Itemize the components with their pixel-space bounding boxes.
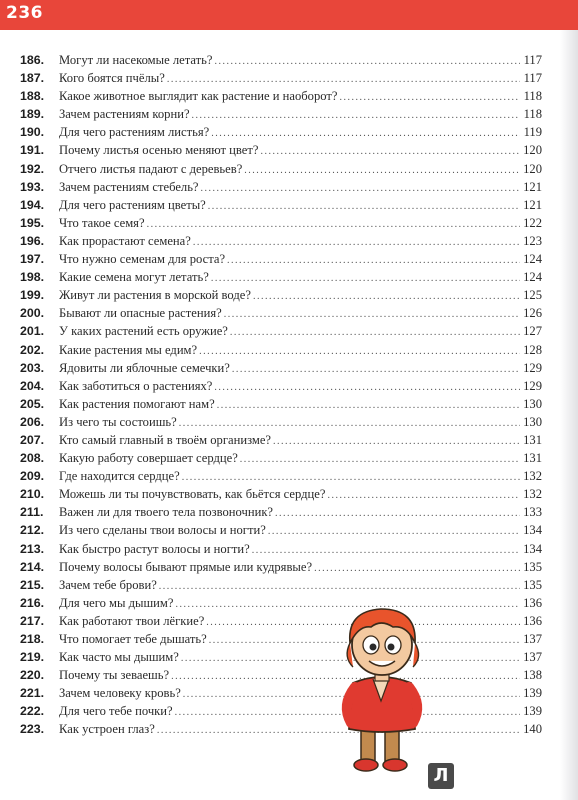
toc-entry-page: 137	[523, 650, 542, 665]
toc-entry-page: 137	[523, 632, 542, 646]
toc-entry	[20, 160, 542, 178]
toc-entry-page: 134	[523, 541, 542, 556]
toc-entry-page: 131	[523, 432, 542, 447]
toc-dot-leader	[244, 162, 520, 180]
toc-entry-title: Почему листья осенью меняют цвет?	[59, 143, 259, 158]
toc-entry-page: 129	[523, 378, 542, 393]
toc-entry-title: Почему волосы бывают прямые или кудрявые?	[59, 559, 313, 574]
toc-entry-page: 132	[523, 487, 542, 502]
toc-entry-number: 194.	[20, 197, 45, 212]
toc-entry-page: 139	[523, 704, 542, 719]
toc-entry	[20, 51, 542, 69]
toc-entry-page: 139	[523, 686, 542, 701]
toc-dot-leader	[314, 560, 520, 578]
toc-entry	[20, 377, 542, 395]
toc-entry-number: 203.	[20, 360, 45, 375]
toc-entry-number: 196.	[20, 233, 45, 248]
toc-entry-title: Отчего листья падают с деревьев?	[59, 161, 243, 176]
toc-entry-title: Как устроен глаз?	[59, 722, 155, 737]
toc-entry-page: 138	[523, 668, 542, 683]
toc-dot-leader	[201, 180, 520, 198]
toc-dot-leader	[214, 379, 520, 397]
toc-entry	[20, 702, 542, 720]
toc-entry-number: 193.	[20, 179, 45, 194]
toc-dot-leader	[327, 487, 520, 505]
toc-entry	[20, 431, 542, 449]
toc-entry-page: 128	[523, 342, 542, 357]
toc-entry-number: 195.	[20, 215, 45, 230]
toc-entry-title: Можешь ли ты почувствовать, как бьётся сердце?	[59, 487, 326, 502]
toc-entry	[20, 286, 542, 304]
toc-entry-number: 205.	[20, 396, 45, 411]
toc-entry-title: Что такое семя?	[59, 215, 145, 230]
toc-entry	[20, 395, 542, 413]
toc-entry-number: 199.	[20, 288, 45, 303]
toc-entry-title: Как растения помогают нам?	[59, 396, 215, 411]
toc-entry-title: Как работают твои лёгкие?	[59, 613, 205, 628]
toc-entry-number: 208.	[20, 451, 45, 466]
toc-entry-page: 129	[523, 360, 542, 375]
toc-entry-number: 200.	[20, 306, 45, 321]
toc-entry-number: 215.	[20, 577, 45, 592]
toc-entry-number: 197.	[20, 252, 45, 267]
toc-entry-number: 221.	[20, 686, 45, 701]
toc-entry-number: 187.	[20, 71, 45, 86]
toc-entry-title: Как заботиться о растениях?	[59, 378, 213, 393]
toc-entry-title: Кого боятся пчёлы?	[59, 71, 165, 86]
toc-entry-page: 130	[523, 396, 542, 411]
toc-entry-number: 206.	[20, 414, 45, 429]
toc-entry-title: Для чего тебе почки?	[59, 704, 173, 719]
toc-dot-leader	[273, 433, 520, 451]
toc-entry	[20, 123, 542, 141]
toc-entry-page: 132	[523, 469, 542, 484]
toc-entry-page: 134	[523, 523, 542, 538]
toc-entry	[20, 268, 542, 286]
toc-entry	[20, 322, 542, 340]
table-of-contents	[20, 51, 542, 739]
toc-entry-title: Какие растения мы едим?	[59, 342, 198, 357]
toc-entry-page: 121	[523, 197, 542, 212]
toc-dot-leader	[217, 397, 520, 415]
toc-entry-title: Ядовиты ли яблочные семечки?	[59, 360, 230, 375]
toc-entry-page: 120	[523, 143, 542, 158]
toc-entry-page: 135	[523, 577, 542, 592]
toc-entry-title: У каких растений есть оружие?	[59, 324, 228, 339]
toc-entry-number: 190.	[20, 125, 45, 140]
toc-entry-page: 125	[523, 288, 542, 303]
toc-entry	[20, 105, 542, 123]
toc-entry-title: Что помогает тебе дышать?	[59, 632, 207, 646]
toc-entry-title: Кто самый главный в твоём организме?	[59, 432, 272, 447]
toc-entry-page: 127	[523, 324, 542, 339]
toc-entry	[20, 449, 542, 467]
toc-entry	[20, 485, 542, 503]
toc-entry	[20, 612, 542, 630]
toc-entry	[20, 594, 542, 612]
toc-entry-number: 219.	[20, 650, 45, 665]
toc-entry-number: 213.	[20, 541, 45, 556]
toc-entry-page: 123	[523, 233, 542, 248]
page-edge-shadow	[560, 30, 578, 800]
toc-dot-leader	[193, 234, 520, 252]
toc-entry	[20, 503, 542, 521]
toc-entry-page: 117	[523, 71, 542, 86]
toc-entry-page: 120	[523, 161, 542, 176]
toc-entry	[20, 359, 542, 377]
toc-entry-title: Для чего мы дышим?	[59, 595, 174, 610]
toc-entry	[20, 214, 542, 232]
toc-entry	[20, 304, 542, 322]
toc-dot-leader	[240, 451, 520, 469]
toc-entry-page: 136	[523, 595, 542, 610]
toc-entry-page: 140	[523, 722, 542, 737]
toc-entry-number: 202.	[20, 342, 45, 357]
toc-entry	[20, 232, 542, 250]
toc-dot-leader	[230, 324, 520, 342]
toc-dot-leader	[224, 306, 520, 324]
toc-entry-title: Бывают ли опасные растения?	[59, 306, 222, 321]
toc-entry-title: Как быстро растут волосы и ногти?	[59, 541, 250, 556]
toc-entry-title: Для чего растениям листья?	[59, 125, 210, 140]
toc-entry-number: 216.	[20, 595, 45, 610]
toc-entry	[20, 540, 542, 558]
toc-entry	[20, 69, 542, 87]
watermark-glyph: Л	[433, 765, 449, 786]
toc-dot-leader	[214, 53, 520, 71]
toc-entry	[20, 413, 542, 431]
toc-dot-leader	[147, 216, 520, 234]
toc-dot-leader	[159, 578, 520, 596]
toc-entry	[20, 648, 542, 666]
toc-entry	[20, 521, 542, 539]
toc-entry-page: 117	[523, 53, 542, 67]
toc-dot-leader	[232, 361, 520, 379]
toc-entry-number: 189.	[20, 107, 45, 122]
toc-entry	[20, 196, 542, 214]
toc-entry-title: Как прорастают семена?	[59, 233, 191, 248]
toc-entry	[20, 666, 542, 684]
toc-dot-leader	[208, 198, 520, 216]
page-number: 236	[6, 3, 43, 23]
toc-entry-number: 209.	[20, 469, 45, 484]
toc-entry-page: 124	[523, 252, 542, 267]
toc-entry-number: 191.	[20, 143, 45, 158]
toc-entry-page: 130	[523, 414, 542, 429]
toc-entry-title: Что нужно семенам для роста?	[59, 252, 226, 267]
toc-entry-page: 122	[523, 215, 542, 230]
toc-entry-number: 222.	[20, 704, 45, 719]
toc-entry-number: 198.	[20, 270, 45, 285]
toc-entry-title: Какие семена могут летать?	[59, 270, 209, 285]
cartoon-boy-illustration	[333, 605, 431, 773]
toc-entry	[20, 178, 542, 196]
toc-entry-number: 210.	[20, 487, 45, 502]
toc-entry-number: 207.	[20, 432, 45, 447]
toc-entry	[20, 630, 542, 648]
toc-dot-leader	[227, 252, 520, 270]
toc-entry-page: 136	[523, 613, 542, 628]
toc-entry	[20, 558, 542, 576]
toc-entry-page: 121	[523, 179, 542, 194]
toc-entry-page: 135	[523, 559, 542, 574]
toc-entry-page: 118	[523, 107, 542, 122]
page-header-bar	[0, 0, 578, 30]
toc-dot-leader	[253, 288, 520, 306]
toc-entry	[20, 341, 542, 359]
toc-entry-title: Из чего ты состоишь?	[59, 414, 177, 429]
toc-entry-title: Как часто мы дышим?	[59, 650, 179, 665]
toc-entry	[20, 467, 542, 485]
toc-entry-title: Могут ли насекомые летать?	[59, 53, 213, 67]
toc-dot-leader	[275, 505, 520, 523]
toc-entry-page: 131	[523, 451, 542, 466]
toc-entry-title: Из чего сделаны твои волосы и ногти?	[59, 523, 266, 538]
toc-entry-number: 223.	[20, 722, 45, 737]
toc-entry-number: 188.	[20, 89, 45, 104]
toc-entry	[20, 576, 542, 594]
toc-entry-page: 126	[523, 306, 542, 321]
toc-entry-page: 118	[523, 89, 542, 104]
toc-entry-number: 212.	[20, 523, 45, 538]
toc-entry-page: 119	[523, 125, 542, 140]
toc-entry-number: 217.	[20, 613, 45, 628]
toc-entry-number: 204.	[20, 378, 45, 393]
toc-entry-number: 186.	[20, 53, 45, 67]
toc-entry-page: 124	[523, 270, 542, 285]
toc-entry-number: 211.	[20, 505, 44, 520]
toc-entry	[20, 684, 542, 702]
toc-entry-title: Важен ли для твоего тела позвоночник?	[59, 505, 274, 520]
toc-dot-leader	[211, 270, 520, 288]
toc-entry-number: 192.	[20, 161, 45, 176]
toc-entry-title: Где находится сердце?	[59, 469, 180, 484]
toc-dot-leader	[192, 107, 520, 125]
toc-dot-leader	[260, 143, 520, 161]
toc-entry-title: Зачем тебе брови?	[59, 577, 157, 592]
toc-entry-number: 214.	[20, 559, 45, 574]
toc-entry-title: Зачем растениям стебель?	[59, 179, 199, 194]
watermark-logo	[428, 763, 454, 789]
toc-entry-title: Какое животное выглядит как растение и наоборот?	[59, 89, 338, 104]
toc-entry-title: Для чего растениям цветы?	[59, 197, 206, 212]
toc-entry-title: Какую работу совершает сердце?	[59, 451, 238, 466]
toc-entry	[20, 250, 542, 268]
toc-entry-title: Зачем растениям корни?	[59, 107, 190, 122]
toc-entry	[20, 720, 542, 738]
toc-entry	[20, 141, 542, 159]
toc-entry-page: 133	[523, 505, 542, 520]
toc-entry-number: 218.	[20, 632, 45, 646]
toc-entry-title: Зачем человеку кровь?	[59, 686, 181, 701]
toc-dot-leader	[199, 343, 520, 361]
toc-entry	[20, 87, 542, 105]
toc-dot-leader	[268, 523, 520, 541]
toc-entry-title: Живут ли растения в морской воде?	[59, 288, 251, 303]
toc-dot-leader	[339, 89, 520, 107]
toc-entry-number: 220.	[20, 668, 45, 683]
toc-entry-number: 201.	[20, 324, 45, 339]
toc-entry-title: Почему ты зеваешь?	[59, 668, 170, 683]
